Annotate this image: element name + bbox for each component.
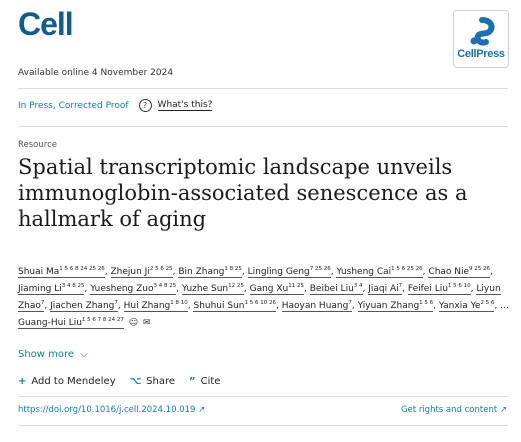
author-name-text: Lingling Geng bbox=[247, 267, 310, 277]
cellpress-logo[interactable] bbox=[453, 10, 509, 68]
author-affiliations: 11 25 bbox=[288, 283, 304, 289]
author-list: Shuai $Ma^{1 5 6 8 24 25 26}$, Zhejun $Ji^{2 5 6 25}$, Bin Zhang$^{1 8 25}$, Lingling Geng$^{7 25 26}$, Yusheng Cai$^{1 5 6 25 26}$, Chao Nie$^{9 25 26}$, Jiaming $Li^{3 4 8 25}$, Yuesheng Zuo$^{3 4 8 25}$, Yuzhe Sun$^{12 25}$, Gang $Xu^{11 25}$, Beibei Liu$^{3 4}$, Jiaqi Ai$^7$, Feifei Liu$^{1 5 6 10}$, Liyun Zhao$^7$, Jiachen Zhang$^7$, Hui Zhang$^{1 8 10}$, Shuhui Sun$^{1 5 6 10 26}$, Haoyan Huang$^7$, Yiyuan Zhang$^{1 5 6}$, Yanxia $Ye^{2 5 6}$, …Guang-Hui Liu$^{1 5 6 7 8 24 27}$ ☺ ✉ bbox=[18, 266, 510, 328]
article-status-row bbox=[18, 99, 212, 112]
author-name[interactable] bbox=[124, 301, 188, 312]
author-name-text: Yuesheng Zuo bbox=[90, 284, 154, 294]
author-name[interactable] bbox=[182, 284, 244, 295]
show-more-label: Show more bbox=[18, 349, 75, 360]
author-name[interactable] bbox=[282, 301, 352, 312]
author-name[interactable] bbox=[358, 301, 434, 312]
status-divider bbox=[18, 126, 508, 127]
author-name[interactable] bbox=[50, 301, 118, 312]
article-title: Spatial transcriptomic landscape unveils immunoglobin-associated senescence as a hallmark of aging bbox=[18, 155, 468, 231]
author-name-text: Haoyan Huang bbox=[281, 301, 349, 311]
author-name[interactable] bbox=[250, 284, 304, 295]
author-name-text: Feifei Liu bbox=[407, 284, 448, 294]
email-icon[interactable]: ✉ bbox=[140, 318, 151, 328]
author-affiliations: 1 5 6 25 26 bbox=[391, 266, 423, 272]
author-name-text: Chao Nie bbox=[428, 267, 470, 277]
author-name[interactable] bbox=[178, 267, 242, 278]
author-name[interactable] bbox=[248, 267, 331, 278]
author-affiliations: 7 bbox=[114, 300, 118, 306]
author-affiliations: 1 5 6 10 bbox=[447, 283, 471, 289]
plus-icon: + bbox=[18, 376, 27, 387]
article-actions bbox=[18, 376, 234, 387]
actions-divider bbox=[18, 396, 508, 397]
share-button[interactable] bbox=[130, 376, 175, 387]
authors-ellipsis: … bbox=[500, 301, 510, 311]
rights-text: Get rights and content bbox=[400, 405, 498, 415]
author-name-text: Yuzhe Sun bbox=[182, 284, 229, 294]
show-more-button[interactable] bbox=[18, 349, 88, 360]
rights-and-content-link[interactable] bbox=[401, 405, 507, 415]
chevron-down-icon: ⌵ bbox=[80, 349, 88, 360]
header-divider bbox=[18, 88, 508, 89]
author-name-text: Jiaqi Ai bbox=[368, 284, 399, 294]
author-affiliations: 7 bbox=[398, 283, 403, 289]
author-name-text: Shuhui Sun bbox=[193, 301, 245, 311]
author-name-text: Zhejun Ji bbox=[110, 267, 150, 277]
doi-text: https://doi.org/10.1016/j.cell.2024.10.019 bbox=[18, 405, 196, 415]
author-affiliations: 7 bbox=[40, 300, 45, 306]
author-name[interactable] bbox=[408, 284, 471, 295]
author-affiliations: 1 5 6 8 24 25 26 bbox=[59, 266, 105, 272]
author-affiliations: 2 5 6 bbox=[480, 300, 495, 306]
author-name-text: Yusheng Cai bbox=[336, 267, 392, 277]
doi-link[interactable] bbox=[18, 405, 205, 415]
author-name-text: Jiaming Li bbox=[18, 284, 62, 294]
share-label: Share bbox=[146, 376, 176, 387]
availability-date: Available online 4 November 2024 bbox=[18, 68, 174, 78]
author-affiliations: 7 bbox=[348, 300, 352, 306]
author-name[interactable] bbox=[310, 284, 363, 295]
author-affiliations: 12 25 bbox=[228, 283, 244, 289]
author-name[interactable] bbox=[439, 301, 495, 312]
author-affiliations: 3 4 8 25 bbox=[153, 283, 177, 289]
quote-icon: ” bbox=[189, 376, 196, 387]
cellpress-mark-icon bbox=[466, 17, 496, 47]
author-affiliations: 3 4 8 25 bbox=[61, 283, 85, 289]
external-link-icon: ↗ bbox=[499, 405, 507, 415]
author-name-text: Guang-Hui Liu bbox=[18, 318, 82, 328]
person-icon[interactable]: ☺ bbox=[125, 318, 139, 328]
author-name-text: Liyun Zhao bbox=[18, 284, 501, 311]
author-affiliations: 7 25 26 bbox=[309, 266, 331, 272]
question-circle-icon[interactable]: ? bbox=[139, 99, 152, 112]
author-affiliations: 1 5 6 bbox=[419, 300, 434, 306]
author-name-text: Hui Zhang bbox=[123, 301, 171, 311]
whats-this-link[interactable]: What's this? bbox=[157, 100, 213, 110]
author-name-text: Gang Xu bbox=[249, 284, 289, 294]
external-link-icon: ↗ bbox=[198, 405, 206, 415]
author-name[interactable] bbox=[336, 267, 422, 278]
author-affiliations: 9 25 26 bbox=[469, 266, 491, 272]
author-name[interactable] bbox=[428, 267, 490, 278]
author-name-text: Shuai Ma bbox=[18, 267, 60, 277]
author-name[interactable] bbox=[368, 284, 402, 295]
cite-button[interactable] bbox=[189, 376, 220, 387]
article-status[interactable]: In Press, Corrected Proof bbox=[18, 100, 129, 111]
author-name[interactable] bbox=[18, 284, 84, 295]
author-affiliations: 1 5 6 10 26 bbox=[244, 300, 276, 306]
article-type: Resource bbox=[18, 140, 57, 150]
author-affiliations: 1 8 25 bbox=[224, 266, 242, 272]
author-affiliations: 2 5 6 25 bbox=[149, 266, 173, 272]
cell-journal-logo[interactable]: Cell bbox=[18, 6, 73, 42]
author-name[interactable] bbox=[18, 267, 105, 278]
author-name[interactable] bbox=[18, 318, 124, 329]
footer-divider bbox=[18, 425, 508, 426]
author-name-text: Yiyuan Zhang bbox=[357, 301, 420, 311]
author-affiliations: 3 4 bbox=[353, 283, 363, 289]
author-affiliations: 1 5 6 7 8 24 27 bbox=[81, 317, 124, 323]
author-name[interactable] bbox=[111, 267, 173, 278]
author-name-text: Bin Zhang bbox=[178, 267, 225, 277]
add-to-mendeley-button[interactable] bbox=[18, 376, 116, 387]
author-name[interactable] bbox=[193, 301, 276, 312]
author-name-text: Beibei Liu bbox=[309, 284, 354, 294]
author-name[interactable] bbox=[90, 284, 176, 295]
author-affiliations: 1 8 10 bbox=[170, 300, 188, 306]
cite-label: Cite bbox=[200, 376, 221, 387]
add-to-mendeley-label: Add to Mendeley bbox=[31, 376, 116, 387]
share-icon: ⌥ bbox=[129, 376, 142, 387]
cellpress-logo-text: CellPress bbox=[457, 48, 505, 60]
author-name-text: Yanxia Ye bbox=[438, 301, 481, 311]
author-name-text: Jiachen Zhang bbox=[50, 301, 115, 311]
